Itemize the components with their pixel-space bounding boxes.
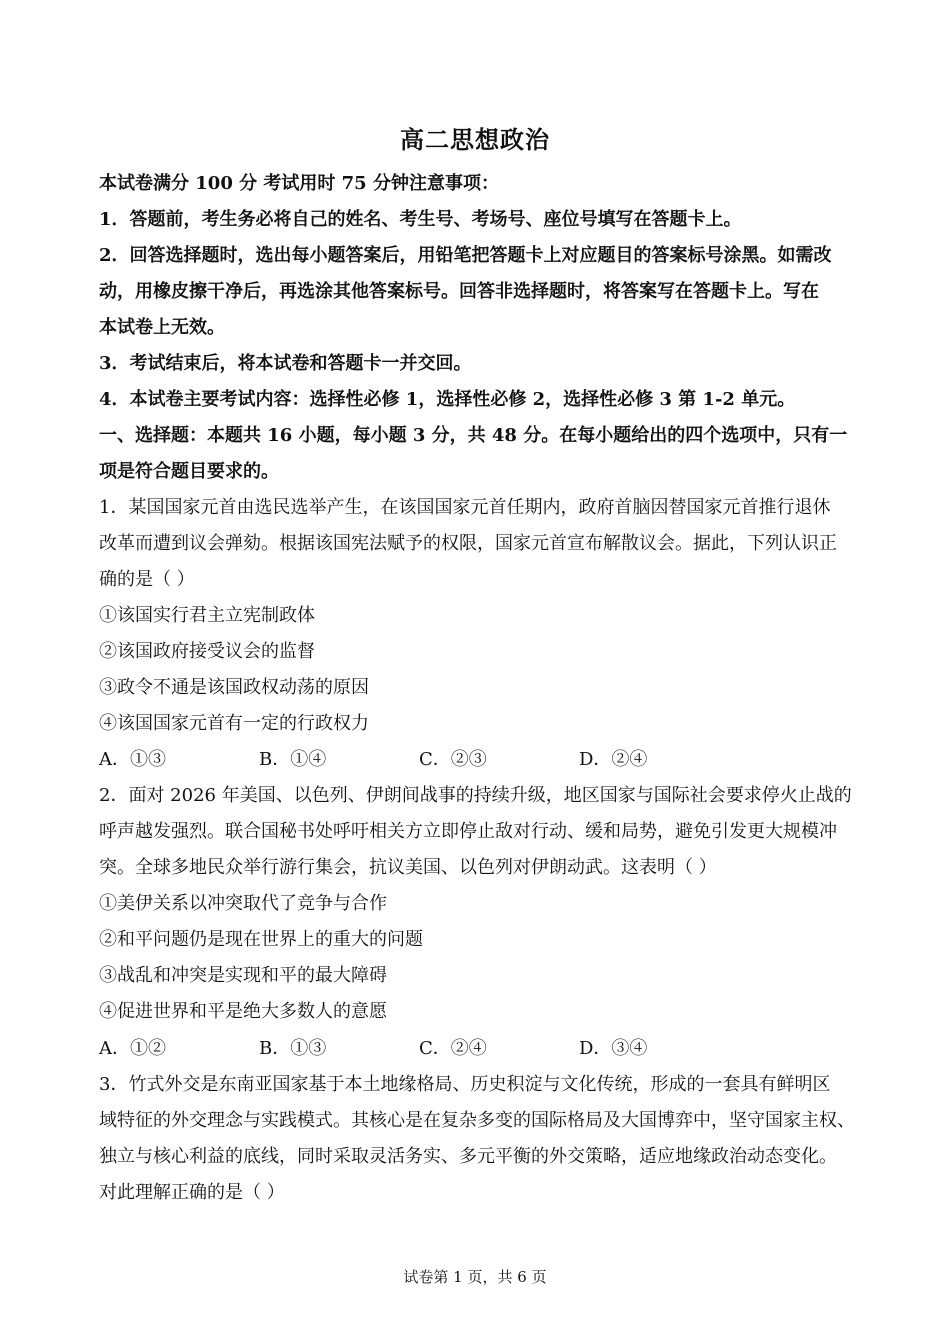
question-1-stem: 改革而遭到议会弹劾。根据该国宪法赋予的权限，国家元首宣布解散议会。据此，下列认识正 <box>99 533 837 554</box>
notice-item: 动，用橡皮擦干净后，再选涂其他答案标号。回答非选择题时，将答案写在答题卡上。写在 <box>99 281 819 302</box>
question-1-statement: ②该国政府接受议会的监督 <box>99 641 315 662</box>
option-c[interactable]: C．②④ <box>419 1038 487 1059</box>
question-1-stem: 确的是（ ） <box>99 569 195 590</box>
section-heading: 一、选择题：本题共 16 小题，每小题 3 分，共 48 分。在每小题给出的四个选项中，只有一 <box>99 425 848 446</box>
notice-item: 1．答题前，考生务必将自己的姓名、考生号、考场号、座位号填写在答题卡上。 <box>99 209 742 230</box>
option-b[interactable]: B．①④ <box>259 749 327 770</box>
question-3-stem: 域特征的外交理念与实践模式。其核心是在复杂多变的国际格局及大国博弈中，坚守国家主权、 <box>99 1110 855 1131</box>
notice-header: 本试卷满分 100 分 考试用时 75 分钟注意事项： <box>99 173 499 194</box>
notice-item: 4．本试卷主要考试内容：选择性必修 1，选择性必修 2，选择性必修 3 第 1-2 单元。 <box>99 389 796 410</box>
question-1-statement: ③政令不通是该国政权动荡的原因 <box>99 677 369 698</box>
option-a[interactable]: A．①② <box>99 1038 166 1059</box>
question-2-stem: 2．面对 2026 年美国、以色列、伊朗间战事的持续升级，地区国家与国际社会要求停火止战的 <box>99 785 852 806</box>
question-1-statement: ①该国实行君主立宪制政体 <box>99 605 315 626</box>
notice-item: 2．回答选择题时，选出每小题答案后，用铅笔把答题卡上对应题目的答案标号涂黑。如需改 <box>99 245 832 266</box>
question-1-statement: ④该国国家元首有一定的行政权力 <box>99 713 369 734</box>
option-a[interactable]: A．①③ <box>99 749 166 770</box>
question-2-stem: 呼声越发强烈。联合国秘书处呼吁相关方立即停止敌对行动、缓和局势，避免引发更大规模冲 <box>99 821 837 842</box>
notice-item: 本试卷上无效。 <box>99 317 225 338</box>
question-2-statement: ③战乱和冲突是实现和平的最大障碍 <box>99 965 387 986</box>
question-3-stem: 3．竹式外交是东南亚国家基于本土地缘格局、历史积淀与文化传统，形成的一套具有鲜明区 <box>99 1074 831 1095</box>
section-heading: 项是符合题目要求的。 <box>99 461 279 482</box>
notice-item: 3．考试结束后，将本试卷和答题卡一并交回。 <box>99 353 472 374</box>
question-1-stem: 1．某国国家元首由选民选举产生，在该国国家元首任期内，政府首脑因替国家元首推行退休 <box>99 497 831 518</box>
option-b[interactable]: B．①③ <box>259 1038 327 1059</box>
page-title: 高二思想政治 <box>400 125 550 154</box>
question-2-statement: ④促进世界和平是绝大多数人的意愿 <box>99 1001 387 1022</box>
option-d[interactable]: D．③④ <box>579 1038 648 1059</box>
question-2-statement: ②和平问题仍是现在世界上的重大的问题 <box>99 929 423 950</box>
option-c[interactable]: C．②③ <box>419 749 487 770</box>
question-2-statement: ①美伊关系以冲突取代了竞争与合作 <box>99 893 387 914</box>
question-3-stem: 对此理解正确的是（ ） <box>99 1182 285 1203</box>
option-d[interactable]: D．②④ <box>579 749 648 770</box>
question-3-stem: 独立与核心利益的底线，同时采取灵活务实、多元平衡的外交策略，适应地缘政治动态变化。 <box>99 1146 837 1167</box>
page-footer: 试卷第 1 页，共 6 页 <box>403 1268 547 1286</box>
question-2-stem: 突。全球多地民众举行游行集会，抗议美国、以色列对伊朗动武。这表明（ ） <box>99 857 717 878</box>
